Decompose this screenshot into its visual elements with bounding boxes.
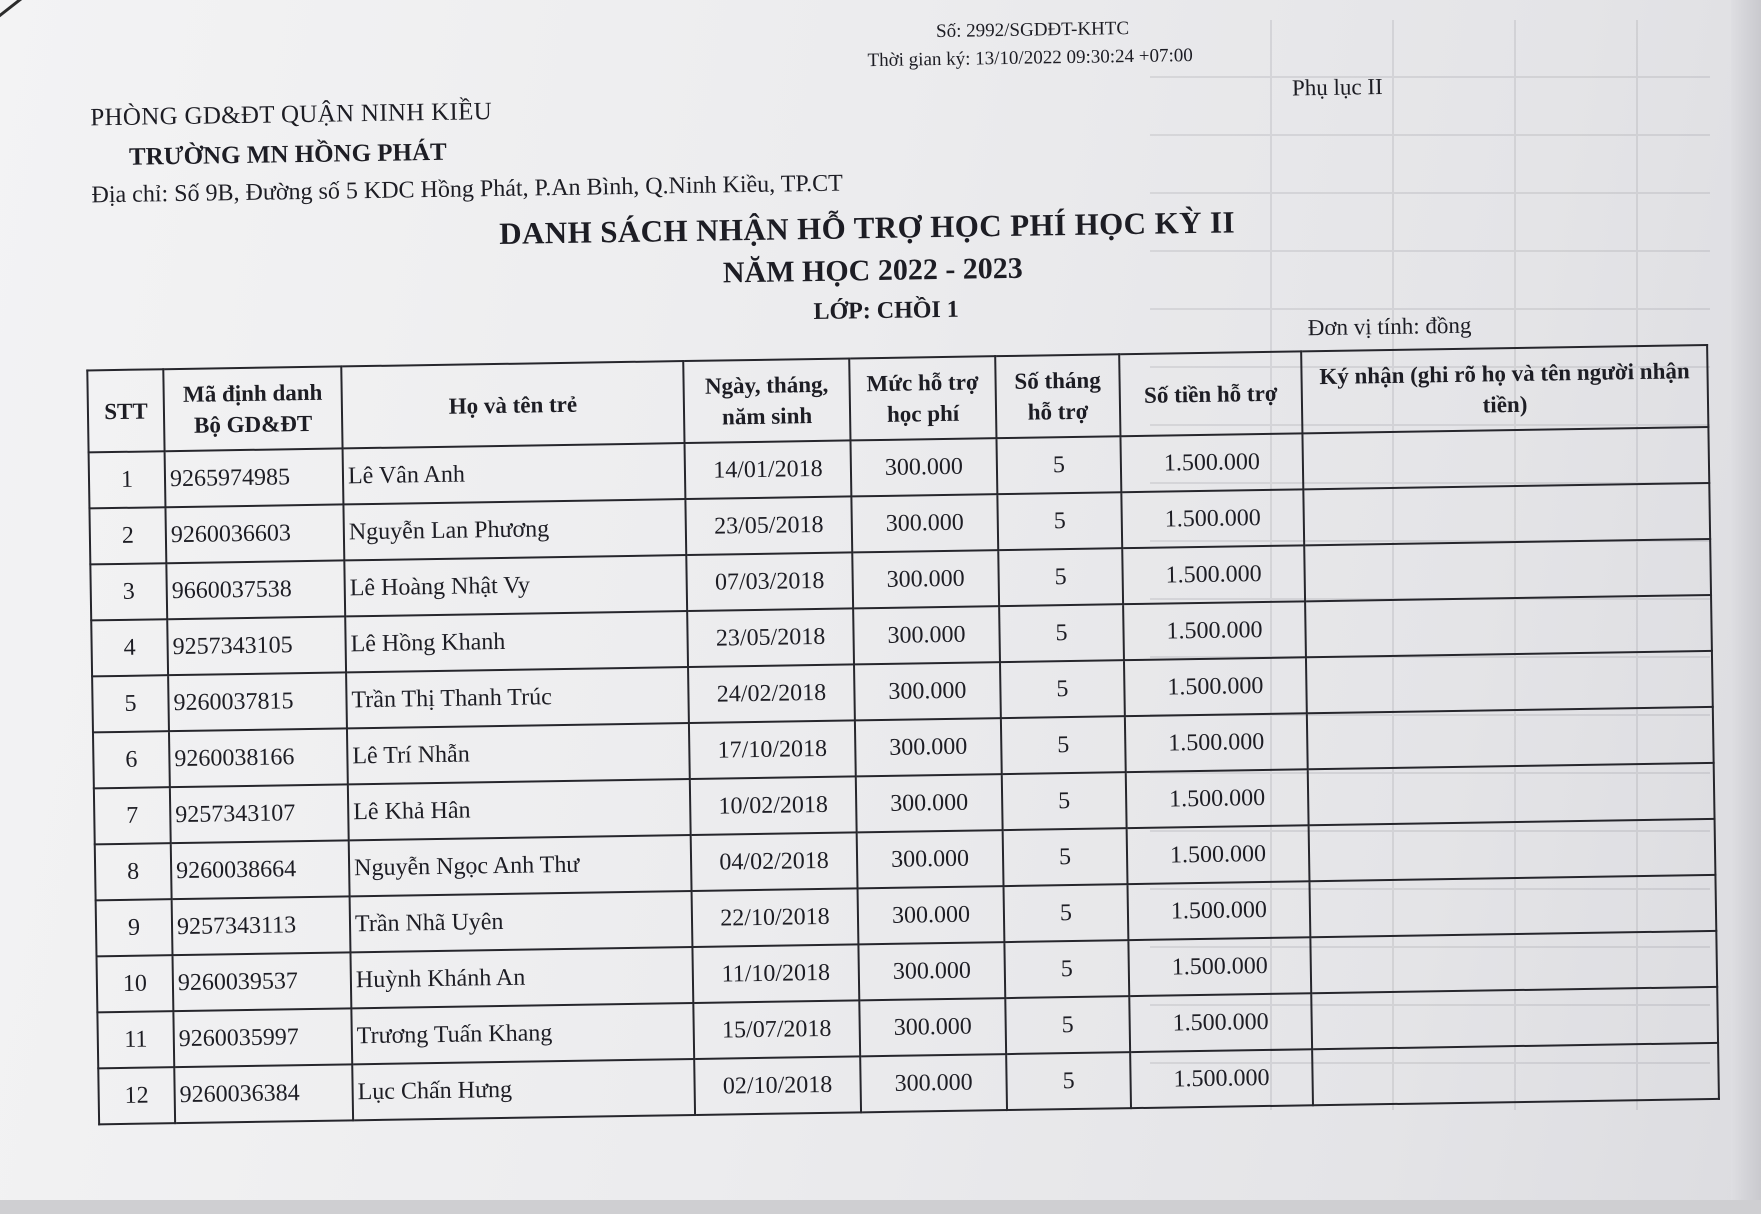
school-address: Địa chỉ: Số 9B, Đường số 5 KDC Hồng Phát, P.An Bình, Q.Ninh Kiều, TP.CT: [91, 170, 843, 209]
cell-dob: 23/05/2018: [685, 496, 852, 555]
cell-id: 9660037538: [166, 560, 345, 619]
cell-signature[interactable]: [1303, 483, 1710, 545]
cell-dob: 14/01/2018: [685, 440, 852, 499]
cell-stt: 9: [96, 899, 173, 956]
cell-name: Lê Khả Hân: [348, 779, 691, 840]
cell-name: Lê Hồng Khanh: [345, 611, 688, 672]
cell-stt: 10: [97, 955, 174, 1012]
cell-amount: 1.500.000: [1121, 489, 1304, 548]
cell-id: 9260038664: [171, 840, 350, 899]
cell-name: Lục Chấn Hưng: [352, 1059, 695, 1120]
cell-months: 5: [1001, 716, 1126, 774]
school-name: TRƯỜNG MN HỒNG PHÁT: [128, 138, 447, 171]
cell-dob: 11/10/2018: [692, 944, 859, 1003]
cell-amount: 1.500.000: [1123, 601, 1306, 660]
cell-rate: 300.000: [852, 550, 999, 608]
cell-stt: 8: [95, 843, 172, 900]
cell-id: 9260036384: [174, 1064, 353, 1123]
cell-rate: 300.000: [859, 998, 1006, 1056]
cell-name: Trần Thị Thanh Trúc: [346, 667, 689, 728]
column-header-amount: Số tiền hỗ trợ: [1119, 351, 1302, 436]
cell-stt: 12: [98, 1067, 175, 1124]
cell-id: 9260036603: [165, 504, 344, 563]
cell-months: 5: [1004, 884, 1129, 942]
cell-months: 5: [997, 492, 1122, 550]
cell-months: 5: [1000, 660, 1125, 718]
cell-rate: 300.000: [860, 1054, 1007, 1112]
cell-signature[interactable]: [1304, 539, 1711, 601]
table-body: [89, 427, 1719, 1124]
signature-time: Thời gian ký: 13/10/2022 09:30:24 +07:00: [867, 45, 1193, 72]
cell-rate: 300.000: [858, 886, 1005, 944]
class-title: LỚP: CHỒI 1: [813, 296, 959, 326]
cell-id: 9260035997: [173, 1008, 352, 1067]
cell-stt: 4: [91, 619, 168, 676]
cell-dob: 10/02/2018: [690, 776, 857, 835]
cell-months: 5: [1005, 996, 1130, 1054]
cell-signature[interactable]: [1307, 707, 1714, 769]
cell-stt: 5: [92, 675, 169, 732]
cell-amount: 1.500.000: [1129, 993, 1312, 1052]
cell-stt: 1: [89, 451, 166, 508]
column-header-stt: STT: [87, 369, 164, 452]
cell-name: Lê Trí Nhẫn: [347, 723, 690, 784]
cell-id: 9265974985: [165, 448, 344, 507]
cell-stt: 2: [89, 507, 166, 564]
cell-stt: 11: [97, 1011, 174, 1068]
cell-rate: 300.000: [853, 606, 1000, 664]
cell-amount: 1.500.000: [1125, 713, 1308, 772]
column-header-rate: Mức hỗ trợ học phí: [849, 356, 996, 440]
cell-id: 9257343113: [172, 896, 351, 955]
cell-rate: 300.000: [851, 494, 998, 552]
cell-dob: 17/10/2018: [689, 720, 856, 779]
cell-name: Nguyễn Ngọc Anh Thư: [349, 835, 692, 896]
cell-rate: 300.000: [857, 830, 1004, 888]
column-header-id: Mã định danh Bộ GD&ĐT: [163, 366, 342, 451]
cell-dob: 02/10/2018: [694, 1056, 861, 1115]
cell-amount: 1.500.000: [1124, 657, 1307, 716]
cell-signature[interactable]: [1309, 819, 1716, 881]
cell-signature[interactable]: [1309, 875, 1716, 937]
document-title: DANH SÁCH NHẬN HỖ TRỢ HỌC PHÍ HỌC KỲ II: [498, 204, 1236, 251]
column-header-signature: Ký nhận (ghi rõ họ và tên người nhận tiền): [1301, 345, 1708, 433]
cell-signature[interactable]: [1308, 763, 1715, 825]
cell-dob: 24/02/2018: [688, 664, 855, 723]
cell-rate: 300.000: [850, 438, 997, 496]
cell-stt: 6: [93, 731, 170, 788]
cell-signature[interactable]: [1312, 1043, 1719, 1105]
cell-months: 5: [998, 548, 1123, 606]
cell-signature[interactable]: [1311, 987, 1718, 1049]
cell-amount: 1.500.000: [1130, 1049, 1313, 1108]
cell-amount: 1.500.000: [1126, 769, 1309, 828]
cell-name: Huỳnh Khánh An: [350, 947, 693, 1008]
cell-rate: 300.000: [855, 718, 1002, 776]
cell-amount: 1.500.000: [1127, 825, 1310, 884]
cell-dob: 15/07/2018: [693, 1000, 860, 1059]
cell-months: 5: [1002, 772, 1127, 830]
cell-id: 9260037815: [168, 672, 347, 731]
cell-amount: 1.500.000: [1128, 937, 1311, 996]
cell-id: 9257343105: [167, 616, 346, 675]
cell-months: 5: [999, 604, 1124, 662]
cell-dob: 04/02/2018: [691, 832, 858, 891]
cell-rate: 300.000: [858, 942, 1005, 1000]
currency-unit: Đơn vị tính: đồng: [1307, 312, 1472, 341]
cell-name: Trần Nhã Uyên: [350, 891, 693, 952]
appendix-label: Phụ lục II: [1291, 74, 1383, 101]
cell-name: Trương Tuấn Khang: [351, 1003, 694, 1064]
cell-id: 9257343107: [170, 784, 349, 843]
cell-rate: 300.000: [856, 774, 1003, 832]
cell-stt: 7: [94, 787, 171, 844]
cell-stt: 3: [90, 563, 167, 620]
cell-signature[interactable]: [1310, 931, 1717, 993]
cell-name: Nguyễn Lan Phương: [343, 499, 686, 560]
cell-amount: 1.500.000: [1122, 545, 1305, 604]
cell-id: 9260038166: [169, 728, 348, 787]
cell-signature[interactable]: [1302, 427, 1709, 489]
cell-months: 5: [1006, 1052, 1131, 1110]
cell-dob: 23/05/2018: [687, 608, 854, 667]
column-header-dob: Ngày, tháng, năm sinh: [683, 358, 850, 443]
cell-amount: 1.500.000: [1127, 881, 1310, 940]
cell-months: 5: [996, 436, 1121, 494]
cell-name: Lê Vân Anh: [343, 443, 686, 504]
cell-signature[interactable]: [1306, 651, 1713, 713]
signature-number: Số: 2992/SGDĐT-KHTC: [935, 18, 1130, 43]
column-header-name: Họ và tên trẻ: [341, 361, 684, 448]
cell-rate: 300.000: [854, 662, 1001, 720]
cell-signature[interactable]: [1305, 595, 1712, 657]
column-header-months: Số tháng hỗ trợ: [995, 354, 1120, 438]
cell-name: Lê Hoàng Nhật Vy: [344, 555, 687, 616]
cell-months: 5: [1004, 940, 1129, 998]
cell-dob: 22/10/2018: [692, 888, 859, 947]
cell-dob: 07/03/2018: [686, 552, 853, 611]
cell-id: 9260039537: [172, 952, 351, 1011]
school-year-title: NĂM HỌC 2022 - 2023: [722, 251, 1024, 290]
cell-months: 5: [1003, 828, 1128, 886]
cell-amount: 1.500.000: [1120, 433, 1303, 492]
department-name: PHÒNG GD&ĐT QUẬN NINH KIỀU: [90, 98, 493, 132]
support-table: [86, 344, 1720, 1125]
